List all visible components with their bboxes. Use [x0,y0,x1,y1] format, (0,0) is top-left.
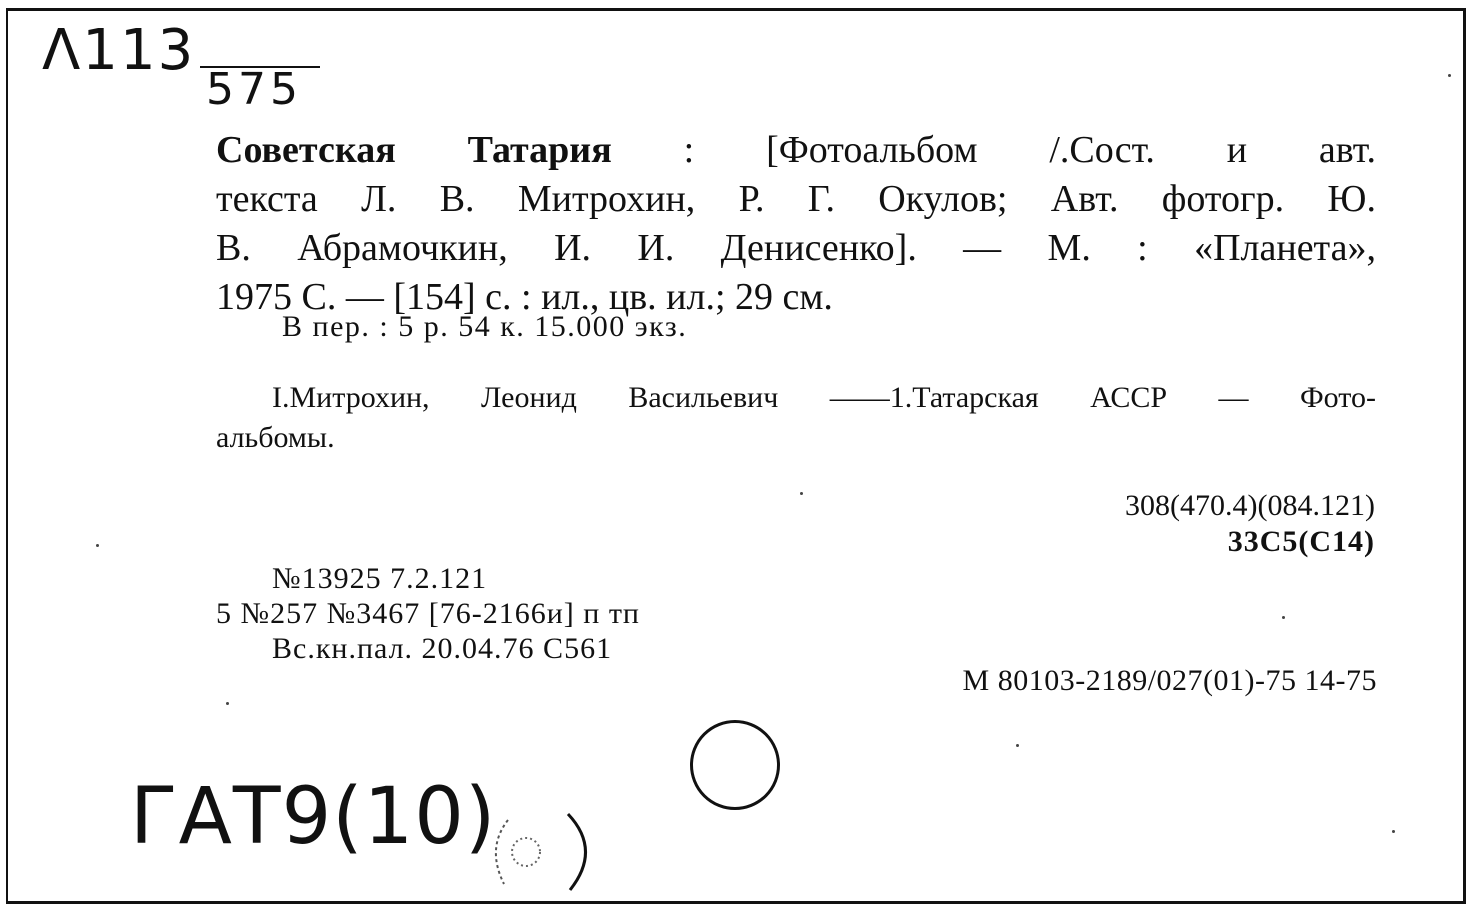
classification-code-bbk: 33С5(С14) [1227,525,1375,558]
handwritten-shelf-mark-bottom: 575 [206,64,302,115]
classification-code-udc: 308(470.4)(084.121) [1125,489,1375,522]
record-info-row-2: 5 №257 №3467 [76-2166и] п тп [216,597,640,630]
entry-line-1 [216,126,1376,175]
record-info-row-1: №13925 7.2.121 [272,562,488,595]
entry-line-3: В. Абрамочкин, И. И. Денисенко]. — М. : «Планета», [216,227,1376,269]
classification-codes [1125,488,1375,560]
speck [96,544,99,547]
subject-headings [216,378,1376,458]
book-title: Советская Татария [216,129,612,171]
speck [1016,744,1019,747]
punch-hole-circle [690,720,780,810]
handwritten-call-number: ГАТ9(10) [130,772,497,862]
speck [1448,74,1451,77]
catalog-code: М 80103-2189/027(01)-75 14-75 [962,664,1377,697]
subject-line-2: альбомы. [216,421,335,454]
speck [1282,616,1285,619]
speck [226,702,229,705]
handwritten-shelf-mark-top: Λ113 [42,18,196,83]
speck [1392,830,1395,833]
handwritten-scribble [478,800,598,896]
subject-line-1: I.Митрохин, Леонид Васильевич ——1.Татарская АССР — Фото- [272,381,1376,414]
price-line: В пер. : 5 р. 54 к. 15.000 экз. [282,310,688,343]
entry-line-1-rest: : [Фотоальбом /.Сост. и авт. [683,129,1377,171]
speck [800,492,803,495]
entry-line-2: текста Л. В. Митрохин, Р. Г. Окулов; Авт. фотогр. Ю. [216,178,1376,220]
entry-line-4: 1975 С. — [154] с. : ил., цв. ил.; 29 см. [216,276,833,318]
record-info [216,561,640,666]
record-info-row-3: Вс.кн.пал. 20.04.76 С561 [272,632,613,665]
bibliographic-entry [216,126,1376,322]
